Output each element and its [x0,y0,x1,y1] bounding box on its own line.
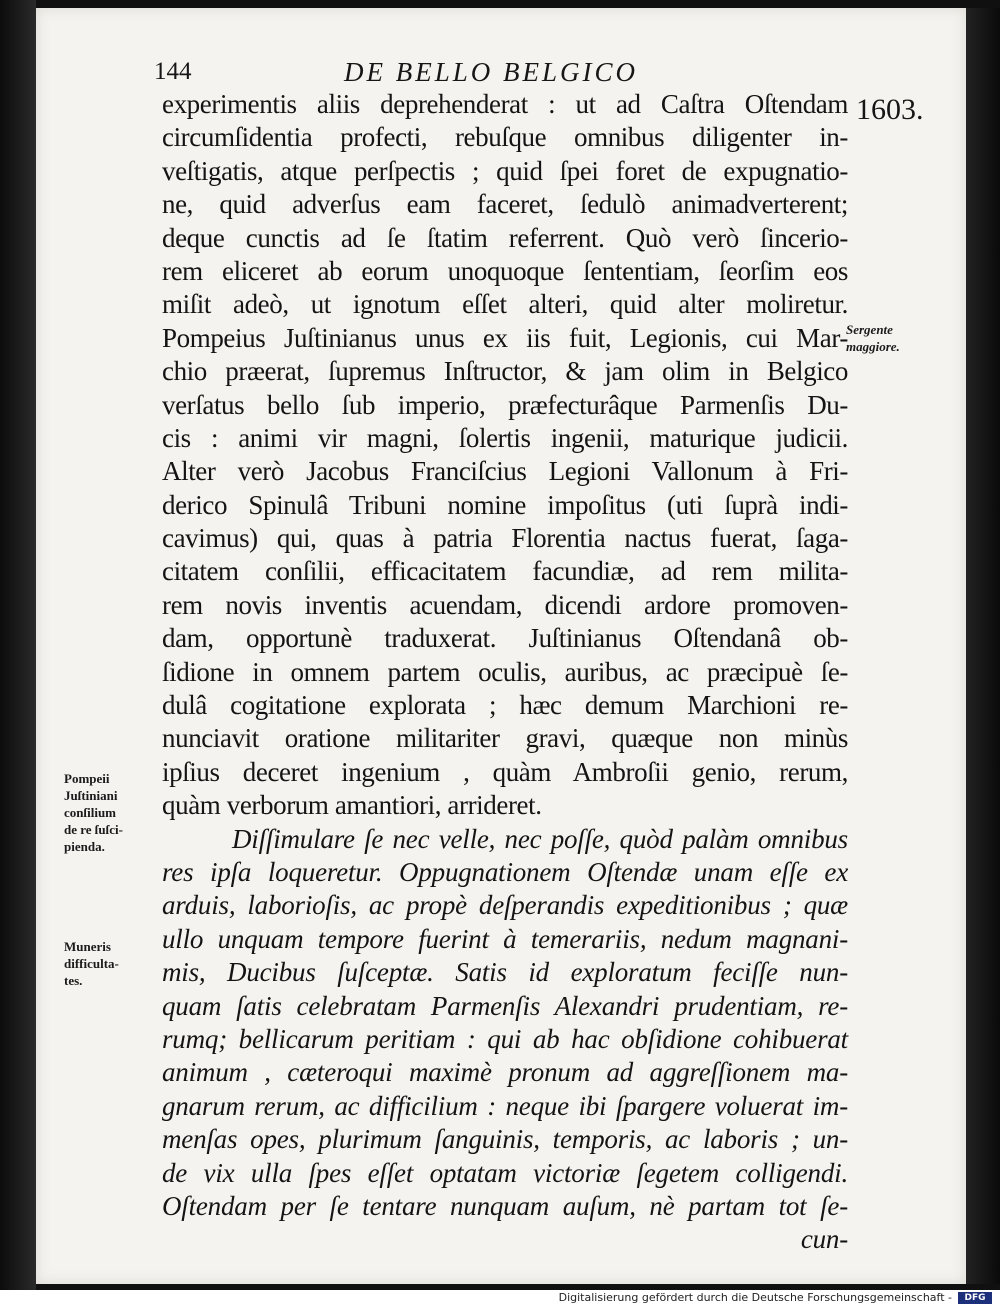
sidenote-line: maggiore. [846,339,900,354]
text-line: ullo unquam tempore fuerint à temerariis, nedum magnani- [162,923,848,954]
body-text [162,88,848,1257]
text-line: rumq; bellicarum peritiam : qui ab hac obſidione cohibuerat [162,1023,848,1054]
text-line: Pompeius Juſtinianus unus ex iis fuit, Legionis, cui Mar- [162,322,848,353]
text-line: cavimus) qui, quas à patria Florentia nactus fuerat, ſaga- [162,523,848,554]
text-line: mis, Ducibus ſuſceptæ. Satis id exploratum feciſſe nun- [162,957,848,988]
text-line: res ipſa loqueretur. Oppugnationem Oſtendæ unam eſſe ex [162,856,848,887]
text-line: chio præerat, ſupremus Inſtructor, & jam olim in Belgico [162,356,848,387]
text-line: experimentis aliis deprehenderat : ut ad Caſtra Oſtendam [162,89,848,119]
sidenote-line: Muneris [64,939,111,954]
sidenote-line: de re ſuſci- [64,822,123,837]
text-line: deque cunctis ad ſe ſtatim referrent. Quò verò ſincerio- [162,222,848,253]
text-line: ipſius deceret ingenium , quàm Ambroſii genio, rerum, [162,756,848,787]
year-margin-note: 1603. [856,93,924,126]
footer-bar [0,1290,1000,1307]
binding-edge [0,0,36,1290]
running-title: DE BELLO BELGICO [344,57,639,87]
sidenote-line: difficulta- [64,956,119,971]
text-line: cis : animi vir magni, ſolertis ingenii, maturique judicii. [162,422,848,453]
italic-paragraph [162,823,848,1257]
text-line: animum , cæteroqui maximè pronum ad aggreſſionem ma- [162,1057,848,1088]
roman-paragraph [162,88,848,823]
sidenote-line: Juſtiniani [64,788,118,803]
text-line: de vix ulla ſpes eſſet optatam victoriæ ſegetem colligendi. [162,1157,848,1188]
text-line: quàm verborum amantiori, arrideret. [162,790,542,821]
sidenote-pompeii [64,770,154,855]
text-line: dam, opportunè traduxerat. Juſtinianus Oſtendanâ ob- [162,623,848,654]
sidenote-line: conſilium [64,805,117,820]
text-line: derico Spinulâ Tribuni nomine impoſitus (uti ſuprà indi- [162,489,848,520]
text-line: veſtigatis, atque perſpectis ; quid ſpei foret de expugnatio- [162,155,848,186]
text-line: quam ſatis celebratam Parmenſis Alexandri prudentiam, re- [162,990,848,1021]
sidenote-muneris [64,938,154,989]
text-line: arduis, laborioſis, ac propè deſperandis expeditionibus ; quæ [162,890,848,921]
text-line: circumſidentia profecti, rebuſque omnibus diligenter in- [162,122,848,153]
text-line: dulâ cogitatione explorata ; hæc demum Marchioni re- [162,690,848,721]
text-line: Oſtendam per ſe tentare nunquam auſum, nè partam tot ſe- [162,1190,848,1221]
text-line: rem novis inventis acuendam, dicendi ardore promoven- [162,589,848,620]
sidenote-line: Sergente [846,322,893,337]
text-line: nunciavit oratione militariter gravi, quæque non minùs [162,723,848,754]
text-line: menſas opes, plurimum ſanguinis, temporis, ac laboris ; un- [162,1124,848,1155]
funding-credit: Digitalisierung gefördert durch die Deutsche Forschungsgemeinschaft - [558,1291,952,1304]
page-number: 144 [154,58,192,85]
running-head [36,58,966,92]
sidenote-sergente-maggiore [846,321,956,355]
text-line: Diſſimulare ſe nec velle, nec poſſe, quòd palàm omnibus [232,823,848,854]
text-line: ſidione in omnem partem oculis, auribus, ac præcipuè ſe- [162,656,848,687]
sidenote-line: pienda. [64,839,105,854]
text-line: citatem conſilii, efficacitatem facundiæ, ad rem milita- [162,556,848,587]
page-edge-shadow [966,8,1000,1284]
text-line: miſit adeò, ut ignotum eſſet alteri, quid alter moliretur. [162,289,848,320]
text-line: verſatus bello ſub imperio, præfecturâque Parmenſis Du- [162,389,848,420]
dfg-logo: DFG [958,1292,992,1304]
text-line: Alter verò Jacobus Franciſcius Legioni Vallonum à Fri- [162,456,848,487]
book-page [36,8,966,1284]
sidenote-line: Pompeii [64,771,110,786]
text-line: rem eliceret ab eorum unoquoque ſententiam, ſeorſim eos [162,255,848,286]
sidenote-line: tes. [64,973,83,988]
text-line: ne, quid adverſus eam faceret, ſedulò animadverterent; [162,189,848,220]
text-line: cun- [800,1224,848,1255]
text-line: gnarum rerum, ac difficilium : neque ibi ſpargere voluerat im- [162,1090,848,1121]
